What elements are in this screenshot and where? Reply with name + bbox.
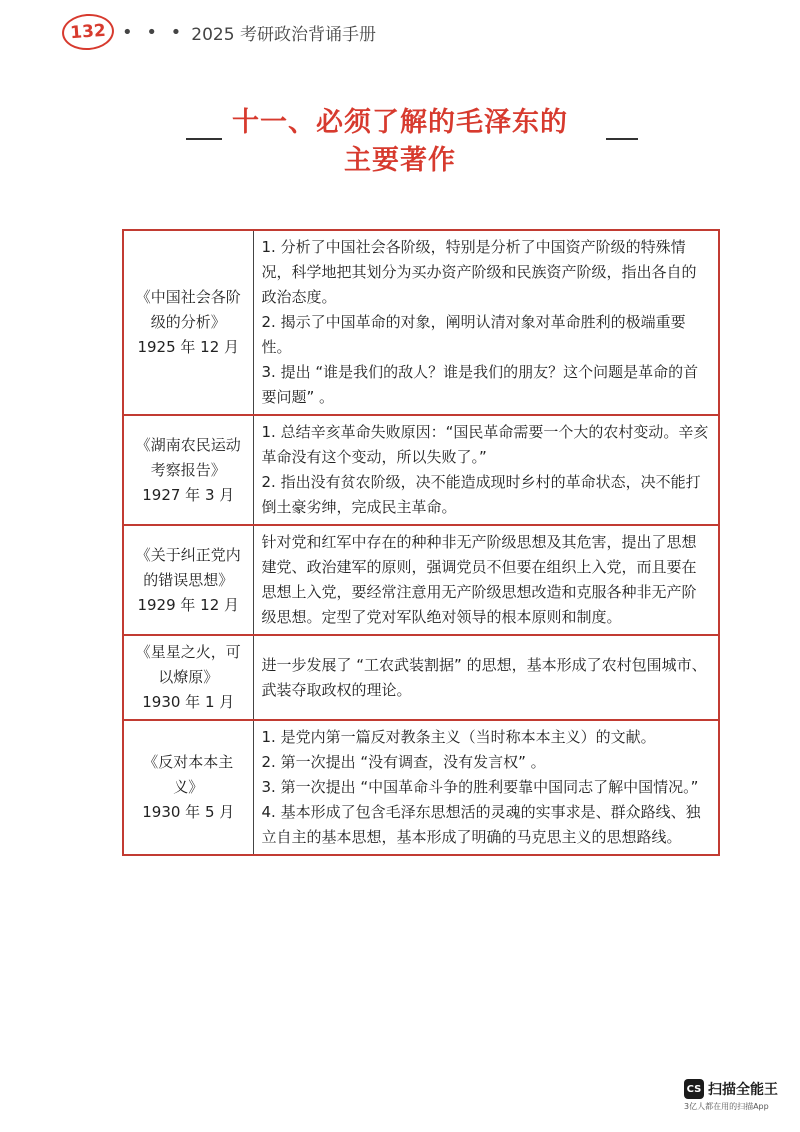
scanner-tagline: 3亿人都在用的扫描App [684,1102,769,1111]
work-title: 《湖南农民运动考察报告》 [135,435,241,479]
header-dots: • • • [122,21,186,43]
page-number-badge: 132 [61,12,115,52]
summary-point: 2. 指出没有贫农阶级，决不能造成现时乡村的革命状态，决不能打倒土豪劣绅，完成民主革命。 [261,473,701,516]
section-title-line2: 主要著作 [344,145,456,176]
work-cell [123,635,253,720]
work-date: 1927 年 3 月 [142,485,235,504]
summary-point: 进一步发展了 “工农武装割据” 的思想，基本形成了农村包围城市、武装夺取政权的理论。 [261,655,707,699]
work-title: 《关于纠正党内的错误思想》 [135,545,241,589]
summary-cell [253,230,719,415]
works-table [122,229,720,856]
work-date: 1930 年 5 月 [142,803,235,821]
scanner-logo-icon: CS [684,1079,704,1099]
page-header [62,12,376,52]
work-title: 《星星之火，可以燎原》 [135,643,241,686]
summary-point: 4. 基本形成了包含毛泽东思想活的灵魂的实事求是、群众路线、独立自主的基本思想，基本形成了明确的马克思主义的思想路线。 [261,803,701,846]
table-row [123,230,719,415]
summary-point: 2. 第一次提出 “没有调查，没有发言权” 。 [261,753,546,771]
work-cell [123,525,253,635]
summary-cell [253,720,719,855]
work-title: 《中国社会各阶级的分析》 [135,288,241,331]
table-row [123,415,719,525]
table-row [123,635,719,720]
work-date: 1930 年 1 月 [142,693,235,711]
book-title: 2025 考研政治背诵手册 [191,24,376,45]
work-date: 1929 年 12 月 [137,595,240,614]
table-row [123,525,719,635]
summary-cell [253,635,719,720]
scanner-watermark [684,1079,784,1112]
summary-point: 1. 是党内第一篇反对教条主义（当时称本本主义）的文献。 [261,728,656,746]
work-cell [123,415,253,525]
summary-cell [253,525,719,635]
summary-point: 3. 第一次提出 “中国革命斗争的胜利要靠中国同志了解中国情况。” [261,778,699,796]
summary-point: 针对党和红军中存在的种种非无产阶级思想及其危害，提出了思想建党、政治建军的原则，强调党员不但要在组织上入党，而且要在思想上入党，要经常注意用无产阶级思想改造和克服各种非无产阶级思想。定型了党对军队绝对领导的根本原则和制度。 [261,533,697,626]
work-cell [123,720,253,855]
summary-point: 2. 揭示了中国革命的对象，阐明认清对象对革命胜利的极端重要性。 [261,313,686,356]
table-row [123,720,719,855]
summary-cell [253,415,719,525]
work-title: 《反对本本主义》 [143,753,234,796]
section-title-line1: 十一、必须了解的毛泽东的 [232,107,568,138]
scanner-app-name: 扫描全能王 [708,1082,778,1098]
summary-point: 3. 提出 “谁是我们的敌人？谁是我们的朋友？这个问题是革命的首要问题” 。 [261,363,699,406]
summary-point: 1. 分析了中国社会各阶级，特别是分析了中国资产阶级的特殊情况，科学地把其划分为买办资产阶级和民族资产阶级，指出各自的政治态度。 [261,238,697,306]
work-date: 1925 年 12 月 [137,338,240,356]
work-cell [123,230,253,415]
summary-point: 1. 总结辛亥革命失败原因：“国民革命需要一个大的农村变动。辛亥革命没有这个变动，所以失败了。” [261,423,709,466]
